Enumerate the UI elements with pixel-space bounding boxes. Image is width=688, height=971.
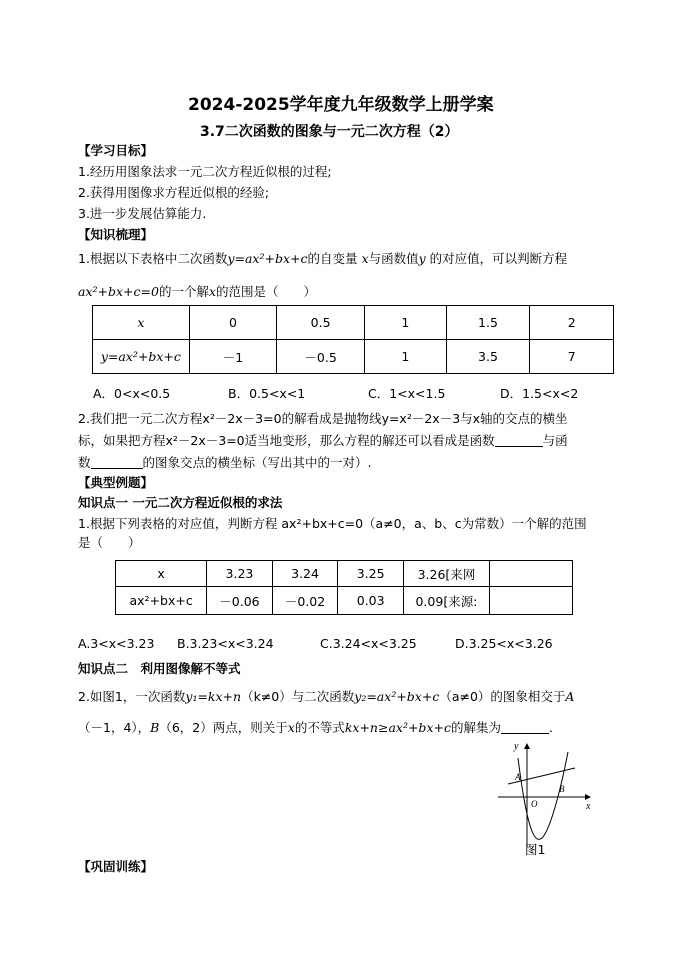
table-cell: 3.5: [446, 340, 530, 374]
option-b: B．0.5<x<1: [228, 386, 306, 401]
function-expression: y=ax²+bx+c: [227, 251, 308, 266]
table-cell: [489, 561, 572, 587]
table-cell: 3.24: [272, 561, 338, 587]
parabola-y2: [518, 752, 568, 839]
option-a: A．0<x<0.5: [93, 386, 171, 401]
example-q2-line1: 2.如图1，一次函数y₁=kx+n（k≠0）与二次函数y₂=ax²+bx+c（a≠0）的图象相交于A: [78, 689, 575, 704]
table-cell: －1: [189, 340, 277, 374]
value-table-2: [115, 560, 573, 615]
ex-option-a: A.3<x<3.23: [78, 636, 155, 651]
goal-item-2: 2.获得用图像求方程近似根的经验;: [78, 185, 270, 200]
equation-expression: ax²+bx+c=0: [78, 284, 159, 299]
table-cell: 0.5: [277, 306, 365, 340]
ex-option-d: D.3.25<x<3.26: [455, 636, 553, 651]
knowledge-point-1: 知识点一 一元二次方程近似根的求法: [78, 495, 283, 510]
page-title: 2024-2025学年度九年级数学上册学案: [188, 95, 494, 115]
goal-item-3: 3.进一步发展估算能力.: [78, 206, 207, 221]
table-cell: 0.03: [338, 587, 404, 615]
table-cell: 3.23: [207, 561, 273, 587]
option-c: C．1<x<1.5: [368, 386, 446, 401]
example-q1-line2: 是（ ）: [78, 535, 141, 550]
example-q2-line2: （－1，4），B（6，2）两点，则关于x的不等式kx+n≥ax²+bx+c的解集为 .: [78, 720, 553, 735]
knowledge-point-2: 知识点二 利用图像解不等式: [78, 661, 241, 676]
x-label: x: [586, 801, 591, 812]
review-q2-line1: 2.我们把一元二次方程x²－2x－3=0的解看成是抛物线y=x²－2x－3与x轴的交点的横坐: [78, 411, 568, 426]
table-cell: y=ax²+bx+c: [93, 340, 190, 374]
answer-blank-3[interactable]: [501, 721, 549, 734]
goal-item-1: 1.经历用图象法求一元二次方程近似根的过程;: [78, 164, 332, 179]
table-cell: 7: [530, 340, 614, 374]
review-q2-line2: 标，如果把方程x²－2x－3=0适当地变形，那么方程的解还可以看成是函数 与函: [78, 433, 568, 448]
table-cell: 3.26[来网: [403, 561, 489, 587]
table-cell: ax²+bx+c: [116, 587, 207, 615]
table-cell: －0.06: [207, 587, 273, 615]
table-cell: －0.02: [272, 587, 338, 615]
review-q1-line1: 1.根据以下表格中二次函数y=ax²+bx+c的自变量 x与函数值y 的对应值，可以判断方程: [78, 251, 568, 266]
ex-option-b: B.3.23<x<3.24: [177, 636, 274, 651]
table-cell: x: [116, 561, 207, 587]
table-cell: －0.5: [277, 340, 365, 374]
value-table-1: [92, 305, 614, 374]
y-label: y: [514, 741, 519, 752]
option-d: D．1.5<x<2: [500, 386, 579, 401]
table-cell: 0: [189, 306, 277, 340]
figure-caption: 图1: [525, 842, 546, 857]
table-cell: 3.25: [338, 561, 404, 587]
table-cell: 0.09[来源:: [403, 587, 489, 615]
table-cell: 1: [364, 306, 446, 340]
review-q1-line2: ax²+bx+c=0的一个解x的范围是（ ）: [78, 284, 317, 299]
table-cell: 1.5: [446, 306, 530, 340]
review-q2-line3: 数 的图象交点的横坐标（写出其中的一对）.: [78, 455, 372, 470]
table-cell: [489, 587, 572, 615]
goals-header: 【学习目标】: [78, 143, 154, 158]
point-b-label: B: [559, 784, 565, 794]
examples-header: 【典型例题】: [78, 475, 154, 490]
lesson-subtitle: 3.7二次函数的图象与一元二次方程（2）: [200, 124, 459, 140]
answer-blank-2[interactable]: [91, 456, 143, 469]
ex-option-c: C.3.24<x<3.25: [320, 636, 417, 651]
table-cell: 2: [530, 306, 614, 340]
point-a-label: A: [515, 772, 521, 782]
practice-header: 【巩固训练】: [78, 859, 154, 874]
table-cell: 1: [364, 340, 446, 374]
table-cell: x: [93, 306, 190, 340]
origin-label: O: [531, 799, 538, 809]
answer-blank-1[interactable]: [495, 434, 543, 447]
example-q1-line1: 1.根据下列表格的对应值，判断方程 ax²+bx+c=0（a≠0，a、b、c为常数）一个解的范围: [78, 516, 587, 531]
review-header: 【知识梳理】: [78, 227, 154, 242]
